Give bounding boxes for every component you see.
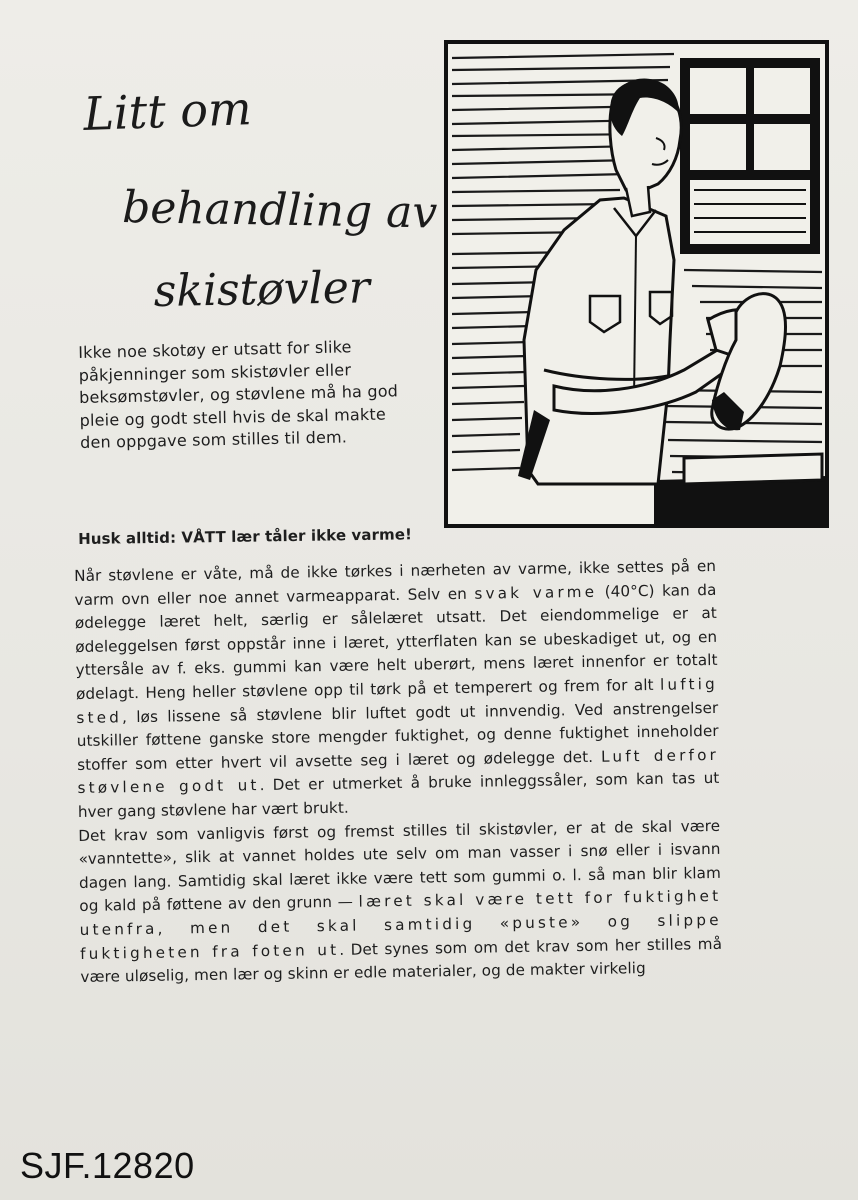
page-title bbox=[80, 70, 440, 340]
emphasis-leather-breathes: læret skal være tett for fuktighet utenfra, men det skal samtidig «puste» og slippe fuktigheten fra foten ut bbox=[79, 887, 722, 963]
paragraph1-text-e: , løs lissene så støvlene blir luftet godt ut innvendig. Ved anstrengelser utskiller føttene ganske store mengder fuktighet, og denne fuktighet inneholder stoffer som etter hvert vil avsette seg i læret og ødelegge det. bbox=[76, 698, 719, 774]
paragraph1-text-c: (40°C) kan da ødelegge læret helt, særlig er sålelæret utsatt. Det eiendommelige er at ødeleggelsen først oppstår inne i læret, ytterflaten kan se ubeskadiget ut, og en yttersåle av f. eks. gummi kan være helt uberørt, mens læret innenfor er totalt ødelagt. Heng heller støvlene opp til tørk på et temperert og frem for alt bbox=[74, 580, 718, 703]
paragraph-waterproof bbox=[78, 814, 723, 989]
title-line-1: Litt om bbox=[82, 81, 253, 141]
man-cleaning-boot-illustration bbox=[444, 40, 829, 528]
window bbox=[680, 58, 820, 254]
title-line-2: behandling av bbox=[121, 182, 438, 239]
catalog-number: SJF.12820 bbox=[20, 1145, 195, 1186]
title-line-3: skistøvler bbox=[153, 262, 371, 317]
emphasis-weak-heat: svak varme bbox=[474, 582, 598, 603]
paragraph2-text-c: . Det synes som om det krav som her stilles må være uløselig, men lær og skinn er edle materialer, og de makter virkelig bbox=[80, 934, 723, 987]
illustration-drawing bbox=[444, 40, 829, 528]
intro-paragraph: Ikke noe skotøy er utsatt for slike påkjenninger som skistøvler eller beksømstøvler, og støvlene må ha god pleie og godt stell hvis de skal makte den oppgave som stilles til dem. bbox=[78, 337, 399, 453]
paragraph2-text-a: Det krav som vanligvis først og fremst stilles til skistøvler, er at de skal være «vanntette», slik at vannet holdes ute selv om man vasser i snø eller i isvann dagen lang. Samtidig skal læret ikke være tett som gummi o. l. så man blir klam og kald på føttene av den grunn — bbox=[78, 816, 722, 916]
paragraph-drying bbox=[74, 555, 720, 825]
paragraph1-text-a: Når støvlene er våte, må de ikke tørkes i nærheten av varme, ikke settes på en varm ovn eller noe annet varmeapparat. Selv en bbox=[74, 556, 717, 609]
emphasis-air-boots: Luft derfor støvlene godt ut bbox=[77, 745, 720, 798]
body-text bbox=[74, 555, 723, 990]
section-heading: Husk alltid: VÅTT lær tåler ikke varme! bbox=[78, 525, 413, 548]
emphasis-airy-place: luftig sted bbox=[76, 674, 719, 727]
title-script bbox=[80, 70, 440, 340]
paragraph1-text-g: . Det er utmerket å bruke innleggssåler, som kan tas ut hver gang støvlene har vært brukt. bbox=[77, 769, 720, 821]
